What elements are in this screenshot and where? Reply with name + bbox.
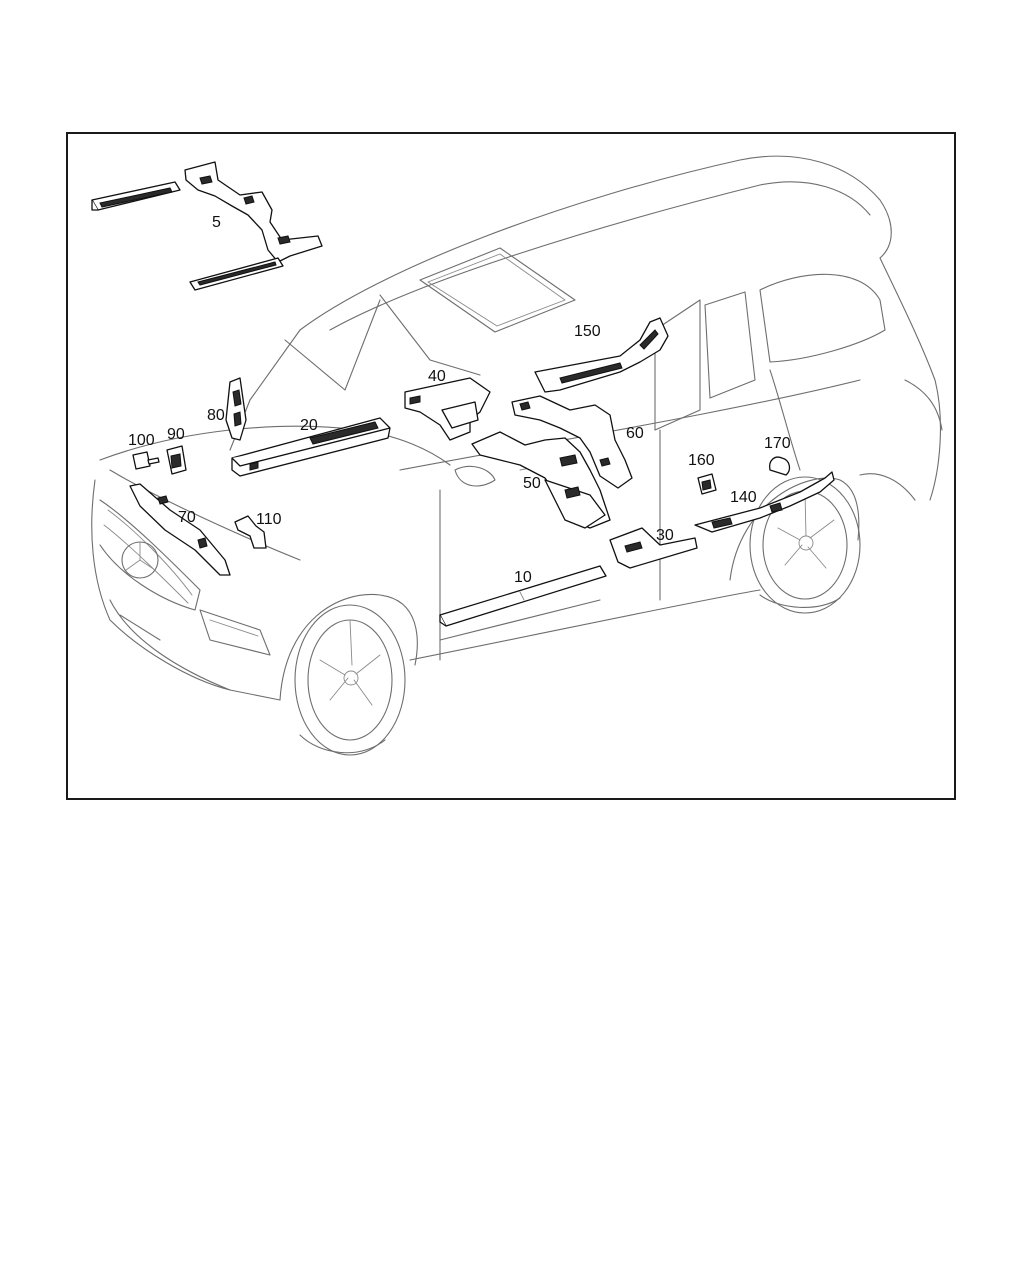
part-30-group (610, 528, 697, 568)
part-80-group (226, 378, 246, 440)
part-40-group (405, 378, 490, 440)
callout-60: 60 (626, 425, 644, 442)
callout-5: 5 (212, 214, 221, 231)
part-170-group (770, 457, 790, 475)
part-140-group (695, 472, 834, 532)
callout-160: 160 (688, 452, 715, 469)
callout-70: 70 (178, 509, 196, 526)
callout-140: 140 (730, 489, 757, 506)
part-160-group (698, 474, 716, 494)
callout-30: 30 (656, 527, 674, 544)
callout-150: 150 (574, 323, 601, 340)
part-5-group (92, 162, 322, 290)
callout-10: 10 (514, 569, 532, 586)
callout-100: 100 (128, 432, 155, 449)
callout-40: 40 (428, 368, 446, 385)
part-90-group (167, 446, 186, 474)
part-100-group (133, 452, 159, 469)
callout-50: 50 (523, 475, 541, 492)
part-150-group (535, 318, 668, 392)
callout-90: 90 (167, 426, 185, 443)
callout-20: 20 (300, 417, 318, 434)
callout-170: 170 (764, 435, 791, 452)
callout-80: 80 (207, 407, 225, 424)
callout-110: 110 (256, 511, 282, 528)
